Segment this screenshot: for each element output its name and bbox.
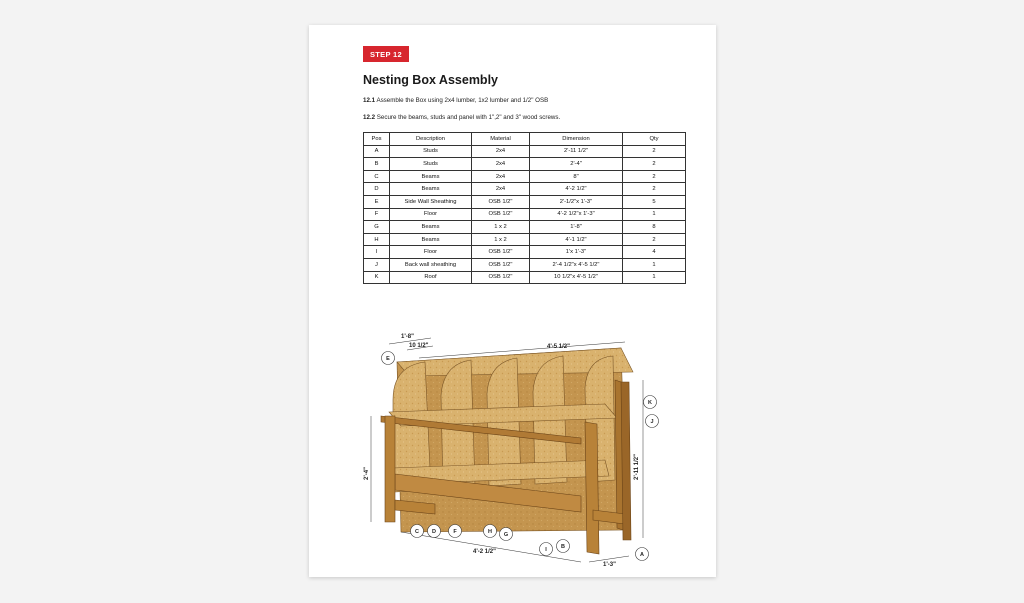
table-row [364,208,686,221]
table-cell: OSB 1/2" [472,258,530,271]
table-cell: OSB 1/2" [472,195,530,208]
table-cell: 1'x 1'-3" [530,246,623,259]
instruction-number: 12.1 [363,97,376,104]
table-cell: Floor [390,208,472,221]
callout-c [411,525,424,538]
column-header: Qty [623,133,686,146]
callout-e [382,352,395,365]
svg-text:J: J [650,419,654,425]
table-row [364,158,686,171]
table-cell: H [364,233,390,246]
table-cell: Beams [390,221,472,234]
table-cell: 4 [623,246,686,259]
table-cell: K [364,271,390,284]
left-stud [385,416,395,522]
page-title: Nesting Box Assembly [363,73,498,87]
table-row [364,183,686,196]
instruction-1 [363,97,548,104]
dim-left-height: 2'-4" [364,467,370,480]
table-cell: A [364,145,390,158]
svg-text:G: G [503,532,509,538]
table-header-row [364,133,686,146]
table-cell: G [364,221,390,234]
table-cell: 8" [530,170,623,183]
table-cell: Roof [390,271,472,284]
dim-right-height: 2'-11 1/2" [634,454,640,480]
callout-d [428,525,441,538]
svg-text:C: C [415,529,419,535]
table-cell: D [364,183,390,196]
instruction-number: 12.2 [363,114,376,121]
table-cell: 4'-2 1/2" [530,183,623,196]
dim-roof-depth: 10 1/2" [409,343,429,349]
right-rear-stud [621,382,631,540]
dim-bottom-width: 4'-2 1/2" [473,549,496,555]
table-cell: E [364,195,390,208]
table-cell: I [364,246,390,259]
table-cell: 1'-8" [530,221,623,234]
callout-a [636,548,649,561]
callout-g [500,528,513,541]
table-row [364,195,686,208]
table-cell: 1 x 2 [472,221,530,234]
table-cell: 5 [623,195,686,208]
table-cell: Beams [390,170,472,183]
table-cell: 2 [623,145,686,158]
table-cell: 1 x 2 [472,233,530,246]
table-cell: 8 [623,221,686,234]
callout-i [540,543,553,556]
callout-b [557,540,570,553]
table-cell: Side Wall Sheathing [390,195,472,208]
table-cell: 4'-1 1/2" [530,233,623,246]
column-header: Pos [364,133,390,146]
table-row [364,233,686,246]
table-cell: 1 [623,258,686,271]
table-cell: F [364,208,390,221]
callout-j [646,415,659,428]
table-cell: 2x4 [472,158,530,171]
right-front-stud [585,422,599,554]
parts-table [363,132,686,284]
table-cell: OSB 1/2" [472,246,530,259]
column-header: Material [472,133,530,146]
table-row [364,258,686,271]
callout-k [644,396,657,409]
svg-text:H: H [488,529,492,535]
table-cell: J [364,258,390,271]
callout-h [484,525,497,538]
step-badge: STEP 12 [363,46,409,62]
table-cell: 2 [623,158,686,171]
table-cell: OSB 1/2" [472,271,530,284]
table-cell: 2 [623,170,686,183]
svg-text:F: F [453,529,457,535]
table-cell: Back wall sheathing [390,258,472,271]
svg-text:B: B [561,544,565,550]
instruction-text: Secure the beams, studs and panel with 1",2" and 3" wood screws. [376,114,561,121]
svg-text:I: I [545,547,547,553]
svg-text:E: E [386,356,390,362]
table-row [364,246,686,259]
table-cell: 2'-1/2"x 1'-3" [530,195,623,208]
table-body [364,145,686,284]
table-cell: 2'-11 1/2" [530,145,623,158]
svg-text:D: D [432,529,436,535]
table-cell: 2 [623,233,686,246]
svg-text:A: A [640,552,644,558]
table-cell: B [364,158,390,171]
table-cell: 10 1/2"x 4'-5 1/2" [530,271,623,284]
table-cell: 4'-2 1/2"x 1'-3" [530,208,623,221]
nesting-box-drawing [309,300,716,577]
table-cell: 2'-4 1/2"x 4'-5 1/2" [530,258,623,271]
table-cell: 2x4 [472,183,530,196]
callout-f [449,525,462,538]
table-row [364,145,686,158]
table-cell: Beams [390,183,472,196]
svg-text:K: K [648,400,652,406]
table-cell: C [364,170,390,183]
instruction-2 [363,114,560,121]
table-cell: 2 [623,183,686,196]
table-cell: 2'-4" [530,158,623,171]
dim-top-depth: 1'-8" [401,334,414,340]
dim-top-width: 4'-5 1/2" [547,344,570,350]
table-cell: 1 [623,208,686,221]
table-cell: Studs [390,145,472,158]
table-row [364,271,686,284]
table-cell: Studs [390,158,472,171]
column-header: Dimension [530,133,623,146]
table-cell: 2x4 [472,145,530,158]
column-header: Description [390,133,472,146]
table-cell: 1 [623,271,686,284]
dim-bottom-depth: 1'-3" [603,562,616,568]
table-cell: OSB 1/2" [472,208,530,221]
table-row [364,221,686,234]
table-cell: Beams [390,233,472,246]
instruction-text: Assemble the Box using 2x4 lumber, 1x2 lumber and 1/2" OSB [376,97,549,104]
table-cell: Floor [390,246,472,259]
table-cell: 2x4 [472,170,530,183]
instruction-page [309,25,716,577]
table-row [364,170,686,183]
